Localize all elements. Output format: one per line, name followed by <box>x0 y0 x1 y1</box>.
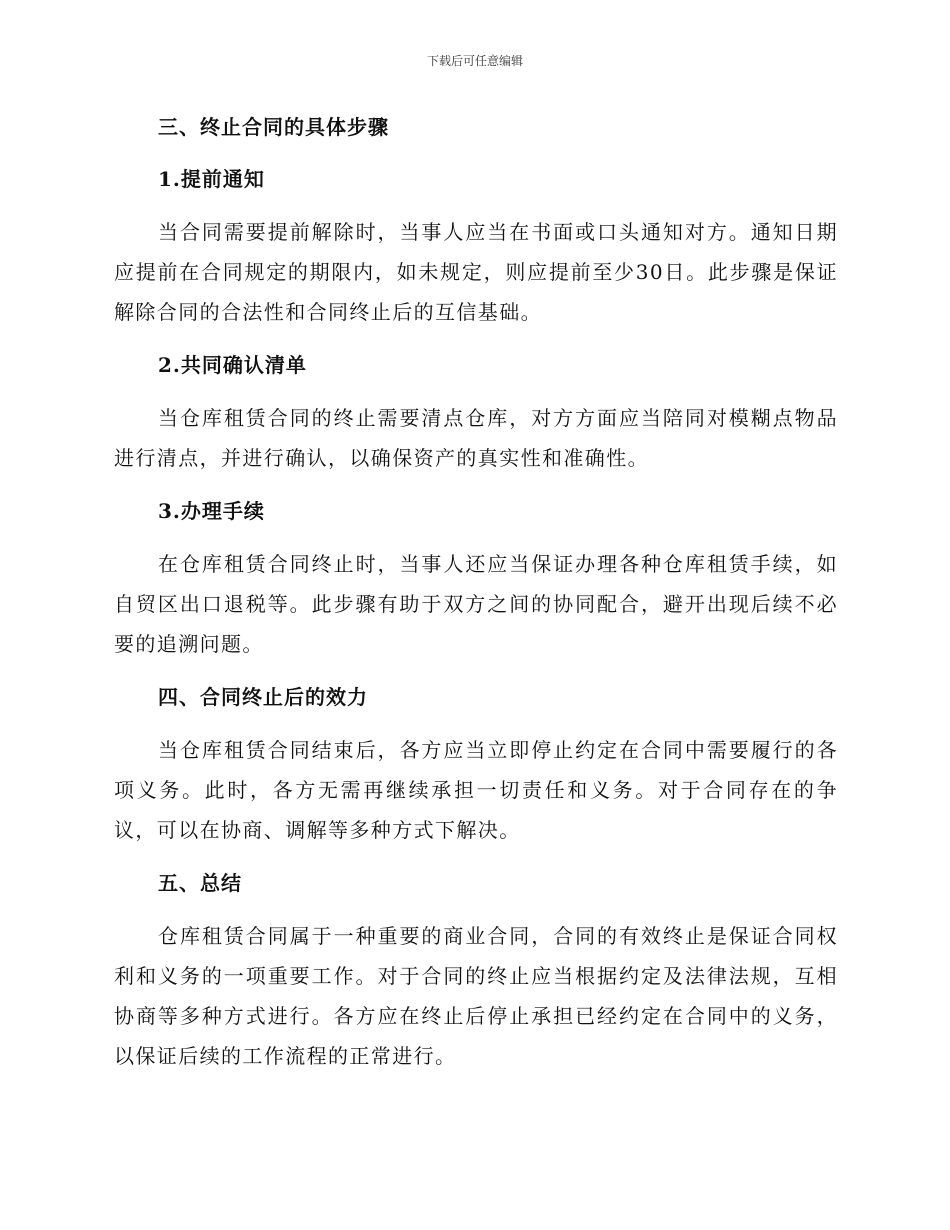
paragraph-joint-confirmation: 当仓库租赁合同的终止需要清点仓库，对方方面应当陪同对模糊点物品进行清点，并进行确认，以确保资产的真实性和准确性。 <box>114 406 838 470</box>
subheading-advance-notice: 1.提前通知 <box>158 167 265 191</box>
subheading-joint-confirmation: 2.共同确认清单 <box>158 353 307 377</box>
section-heading-summary: 五、总结 <box>158 871 242 895</box>
paragraph-post-termination-effect: 当仓库租赁合同结束后，各方应当立即停止约定在合同中需要履行的各项义务。此时，各方无需再继续承担一切责任和义务。对于合同存在的争议，可以在协商、调解等多种方式下解决。 <box>114 738 838 842</box>
subheading-procedures: 3.办理手续 <box>158 499 265 523</box>
section-heading-termination-steps: 三、终止合同的具体步骤 <box>158 115 389 139</box>
paragraph-summary: 仓库租赁合同属于一种重要的商业合同，合同的有效终止是保证合同权利和义务的一项重要工作。对于合同的终止应当根据约定及法律法规，互相协商等多种方式进行。各方应在终止后停止承担已经约定在合同中的义务，以保证后续的工作流程的正常进行。 <box>114 924 838 1068</box>
document-body <box>114 108 838 1076</box>
page-header-note: 下载后可任意编辑 <box>426 54 523 68</box>
paragraph-advance-notice: 当合同需要提前解除时，当事人应当在书面或口头通知对方。通知日期应提前在合同规定的期限内，如未规定，则应提前至少30日。此步骤是保证解除合同的合法性和合同终止后的互信基础。 <box>114 220 838 324</box>
section-heading-post-termination-effect: 四、合同终止后的效力 <box>158 685 368 709</box>
paragraph-procedures: 在仓库租赁合同终止时，当事人还应当保证办理各种仓库租赁手续，如自贸区出口退税等。此步骤有助于双方之间的协同配合，避开出现后续不必要的追溯问题。 <box>114 552 838 656</box>
